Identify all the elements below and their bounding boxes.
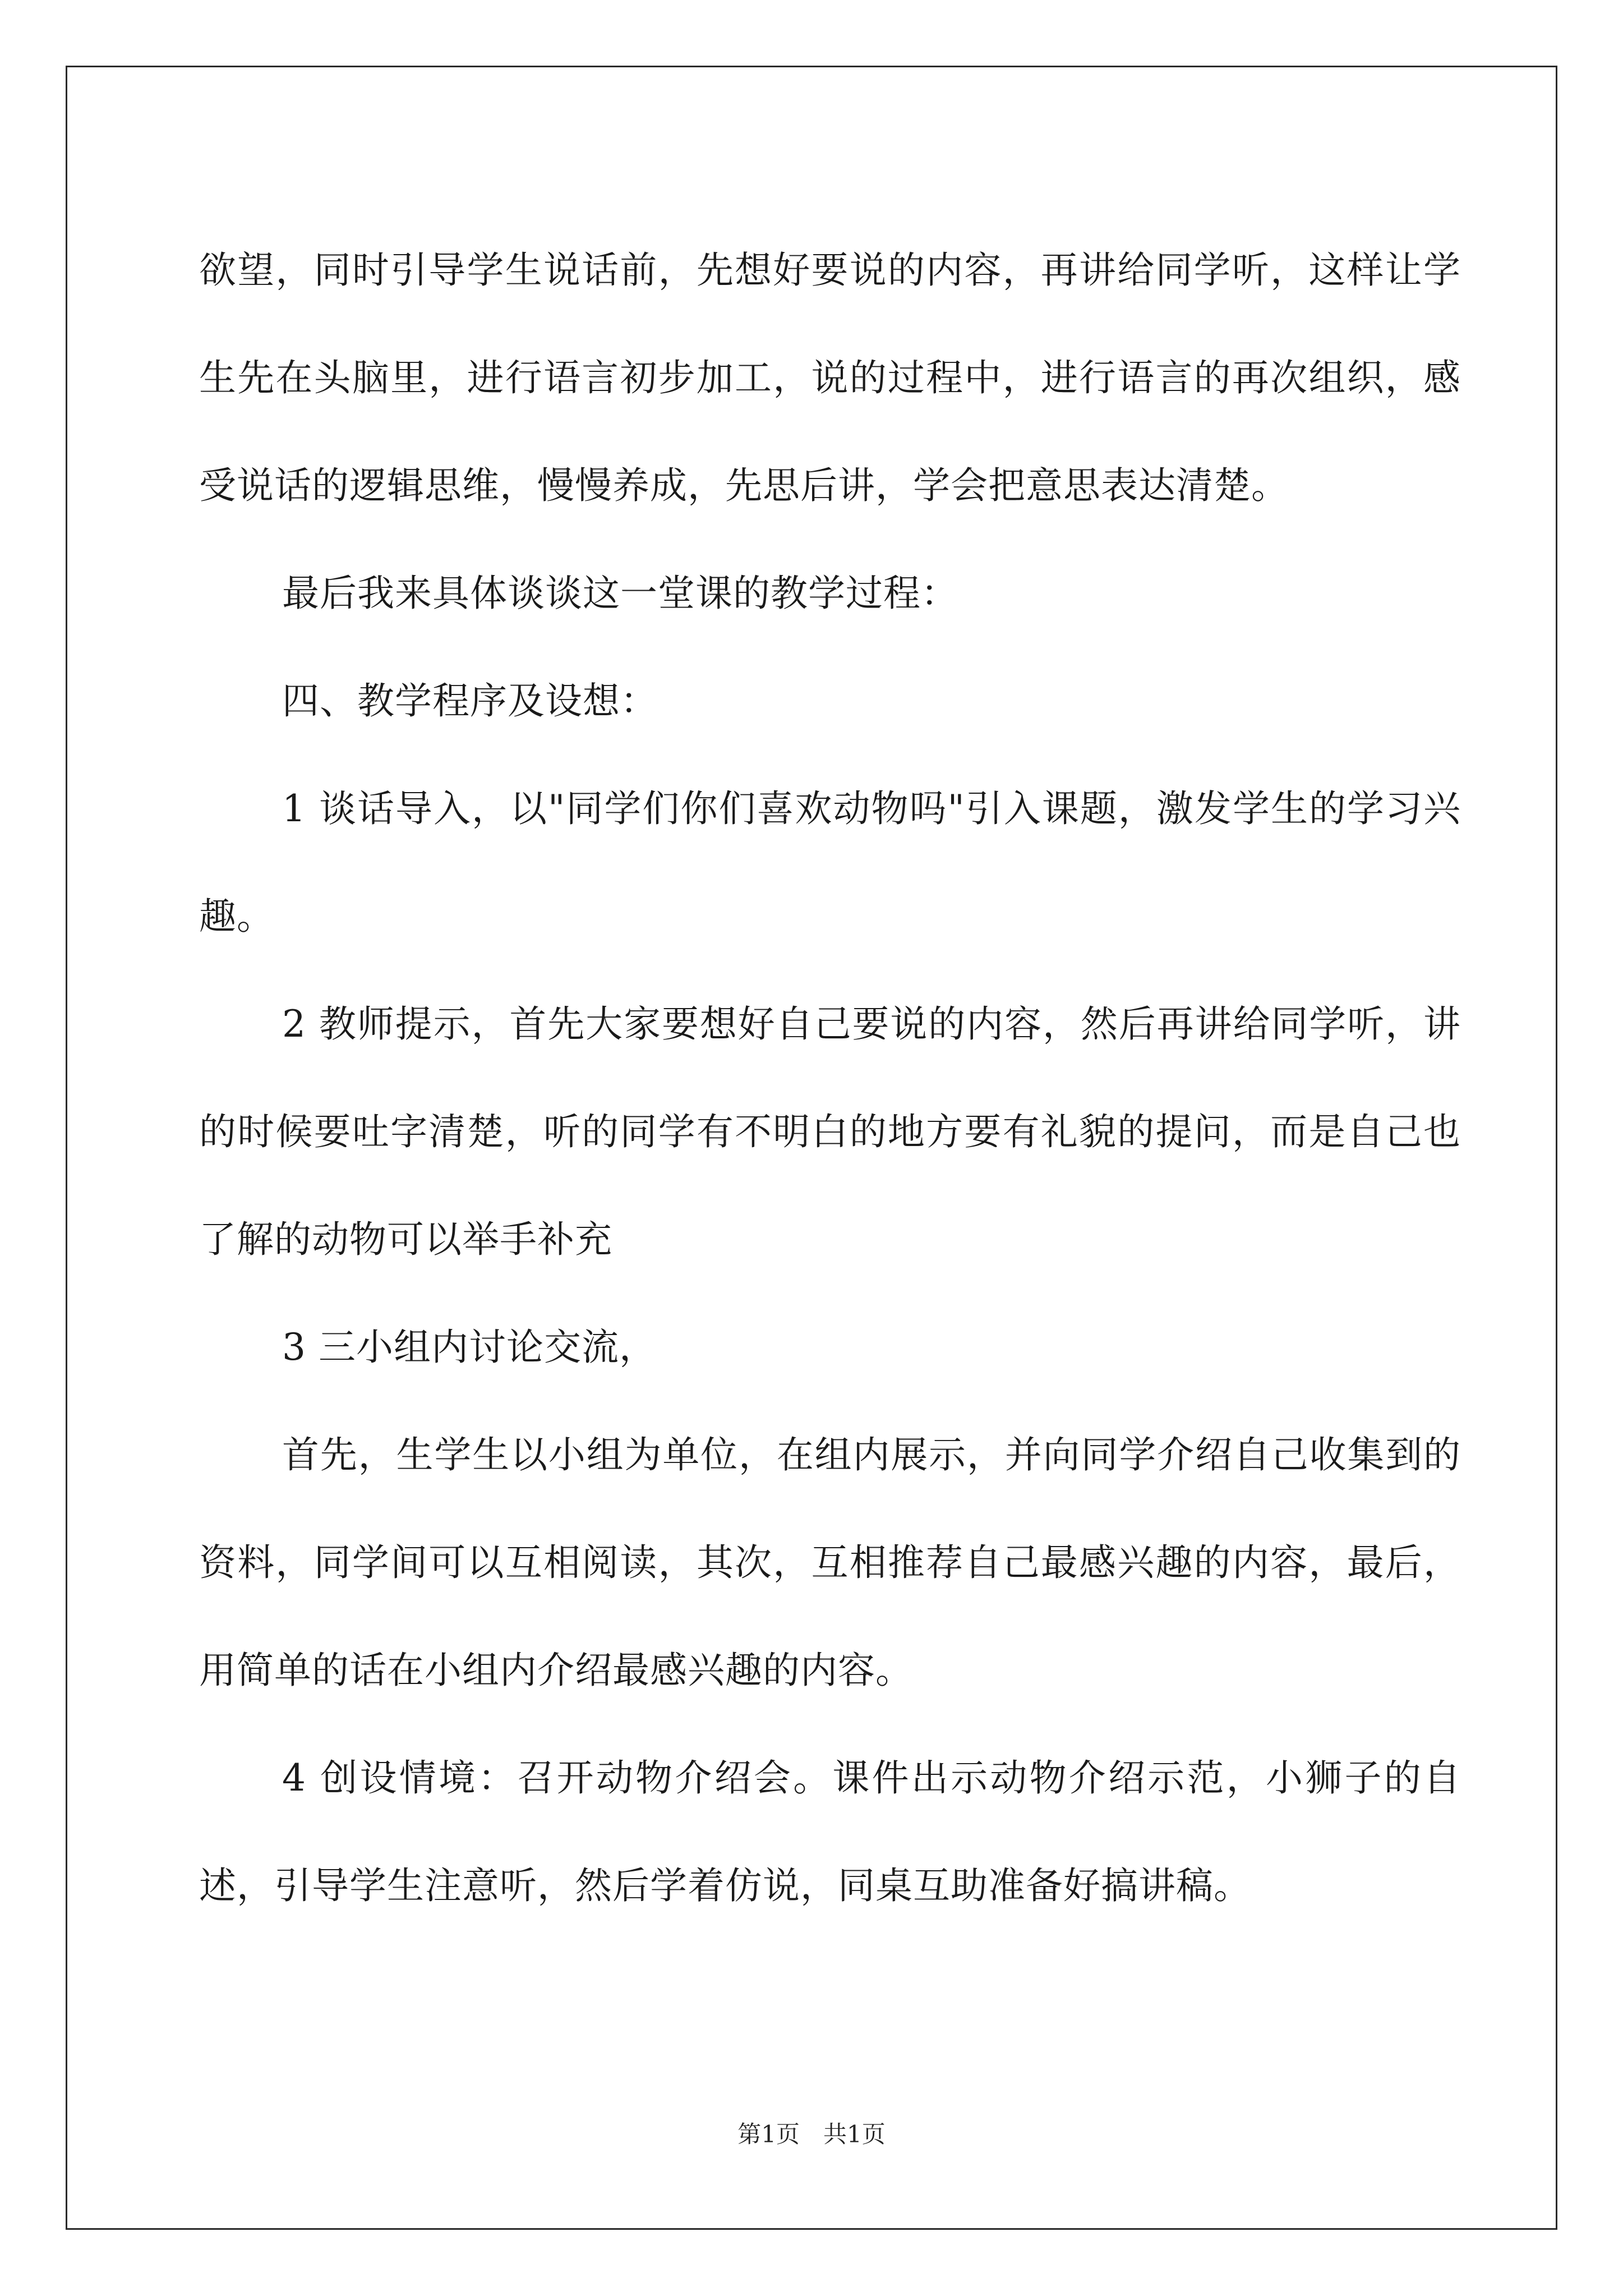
section-heading: 四、教学程序及设想： xyxy=(282,679,658,723)
document-body xyxy=(199,217,1461,1940)
paragraph: 欲望，同时引导学生说话前，先想好要说的内容，再讲给同学听，这样让学生先在头脑里，进行语言初步加工，说的过程中，进行语言的再次组织，感受说话的逻辑思维，慢慢养成，先思后讲，学会把意思表达清楚。 xyxy=(199,249,1461,507)
page-number-footer: 第1页 共1页 xyxy=(737,2120,886,2148)
paragraph: 3 三小组内讨论交流， xyxy=(282,1326,657,1369)
paragraph: 4 创设情境：召开动物介绍会。课件出示动物介绍示范，小狮子的自述，引导学生注意听，然后学着仿说，同桌互助准备好搞讲稿。 xyxy=(199,1756,1461,1907)
paragraph: 1 谈话导入，以"同学们你们喜欢动物吗"引入课题，激发学生的学习兴趣。 xyxy=(199,787,1461,938)
paragraph: 2 教师提示，首先大家要想好自己要说的内容，然后再讲给同学听，讲的时候要吐字清楚，听的同学有不明白的地方要有礼貌的提问，而是自己也了解的动物可以举手补充 xyxy=(199,1002,1461,1261)
paragraph: 首先，生学生以小组为单位，在组内展示，并向同学介绍自己收集到的资料，同学间可以互相阅读，其次，互相推荐自己最感兴趣的内容，最后，用简单的话在小组内介绍最感兴趣的内容。 xyxy=(199,1433,1461,1692)
paragraph: 最后我来具体谈谈这一堂课的教学过程： xyxy=(282,572,958,615)
